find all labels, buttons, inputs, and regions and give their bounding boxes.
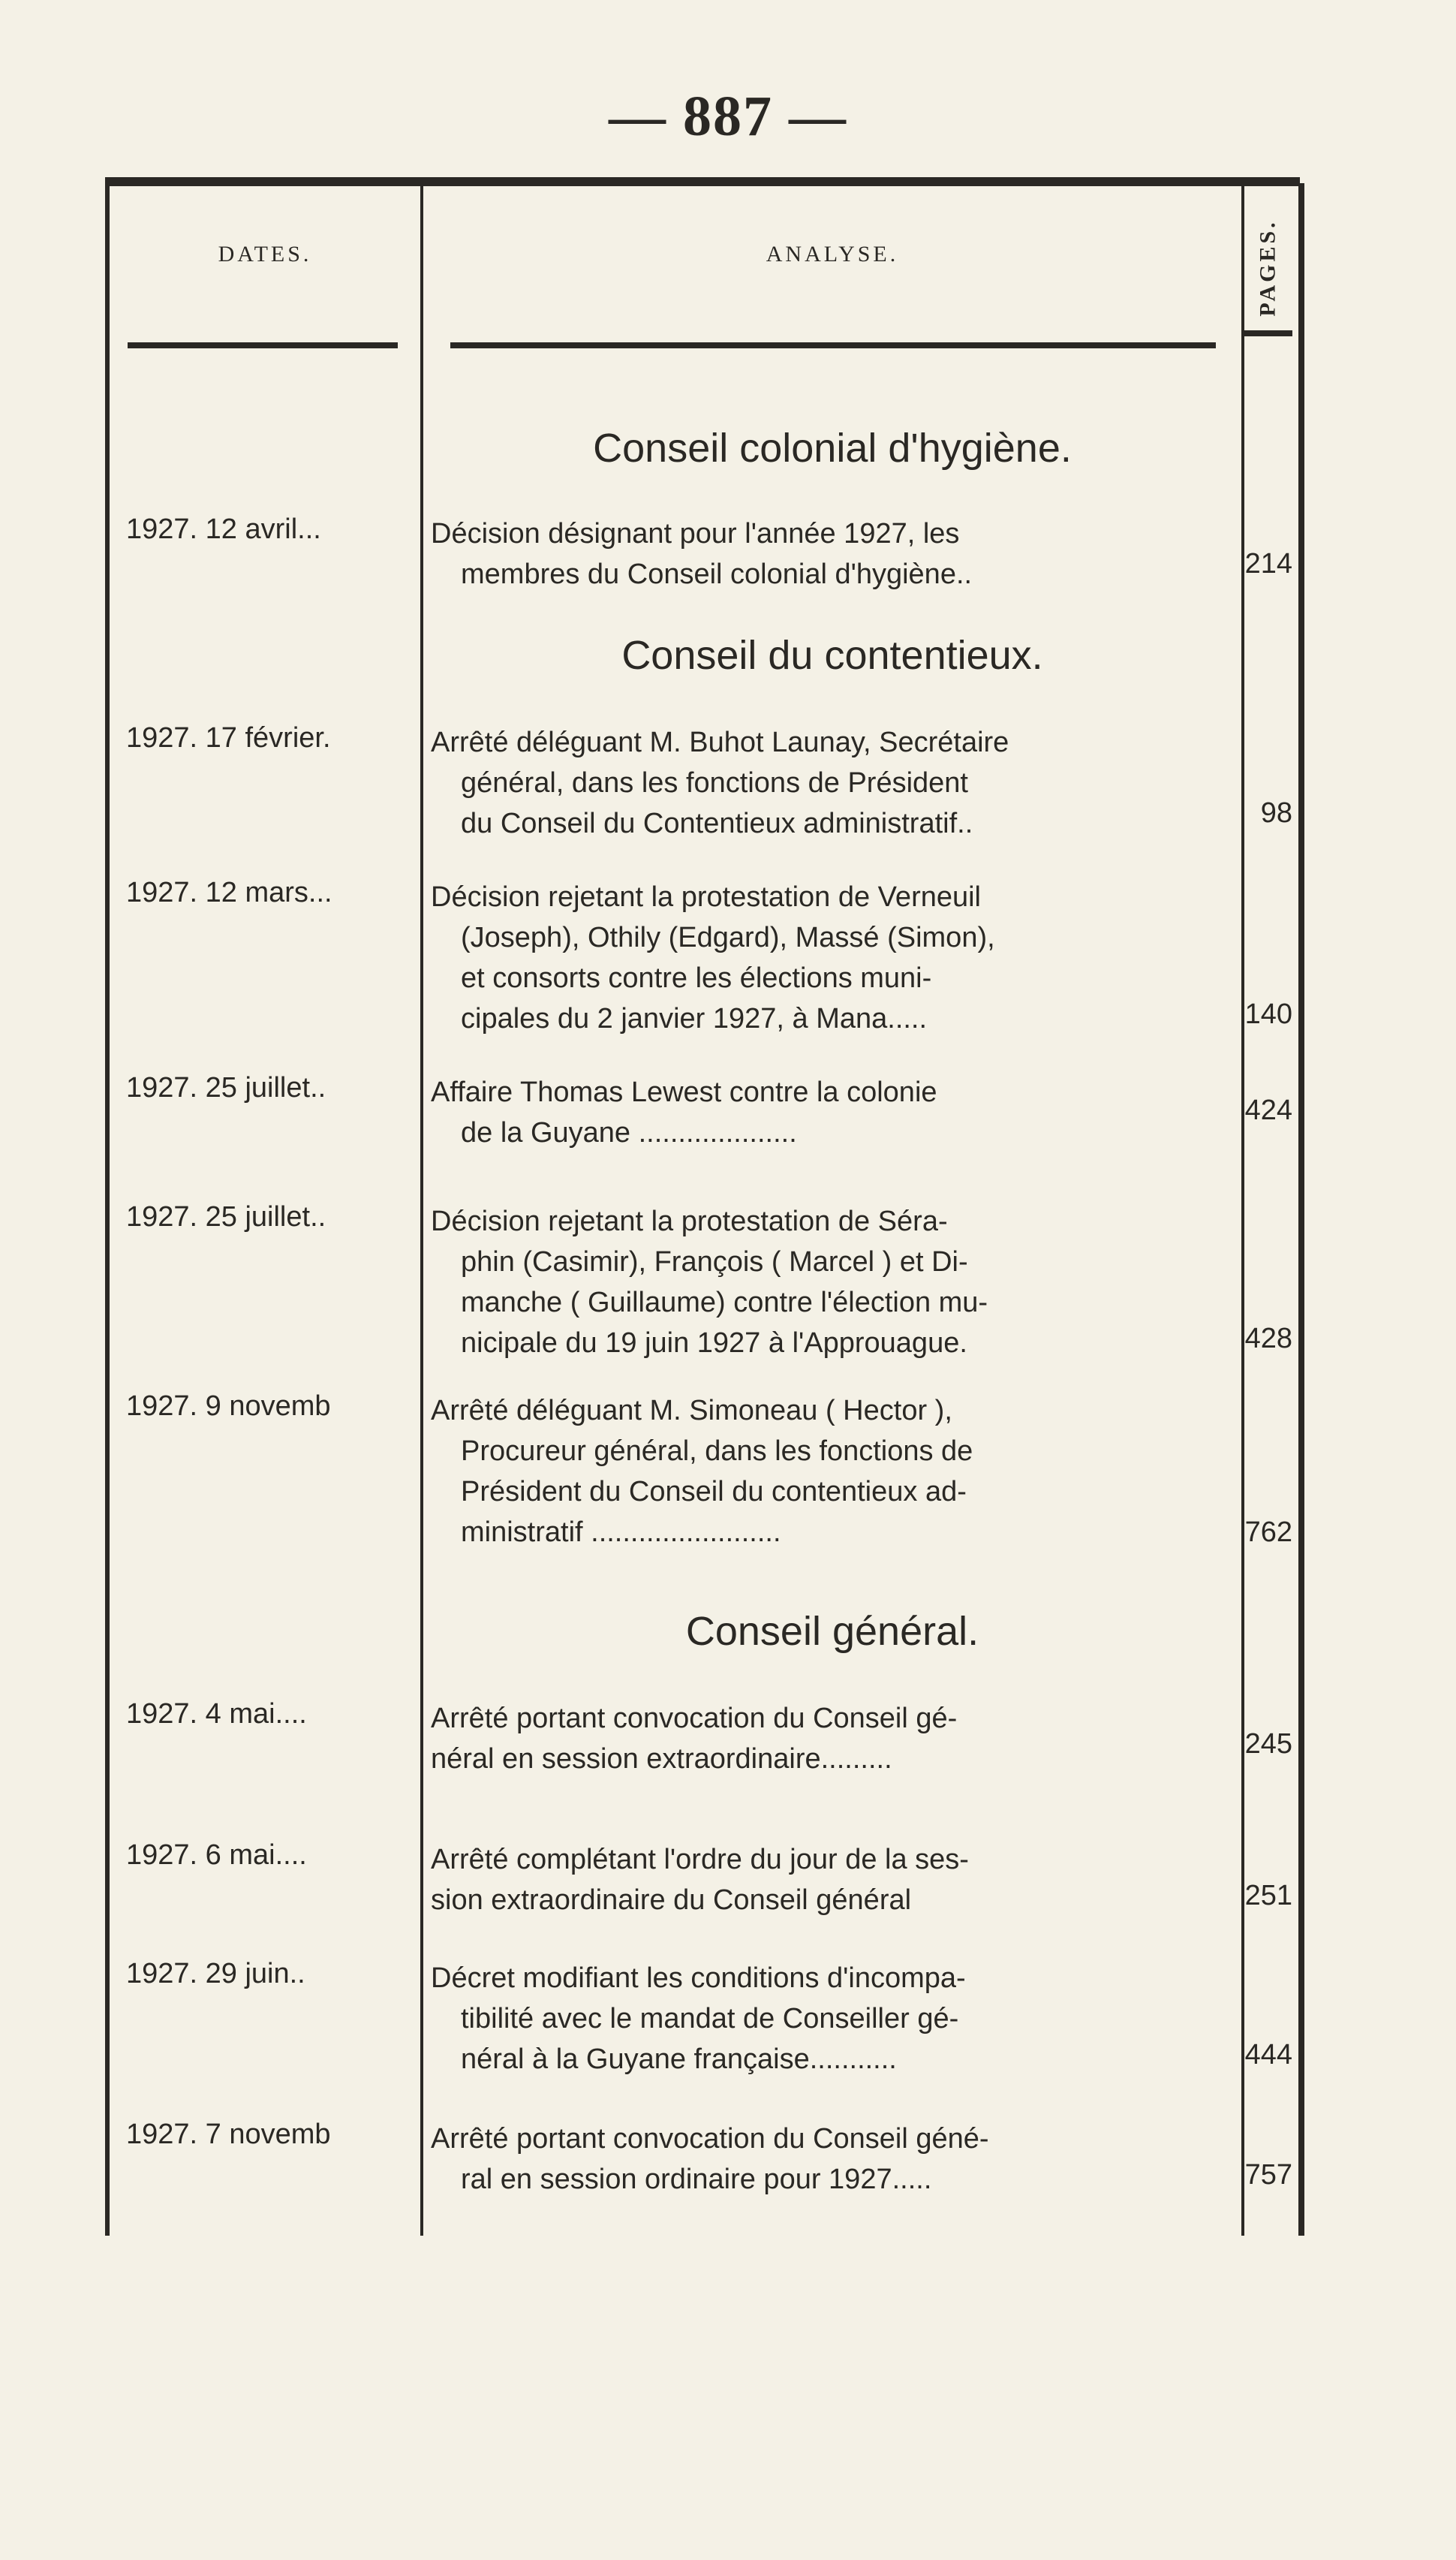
entry-date: 1927. 9 novemb	[126, 1390, 331, 1422]
entry-page: 140	[1244, 998, 1292, 1030]
column-divider-pages	[1241, 183, 1244, 2236]
section-title: Conseil colonial d'hygiène.	[593, 426, 1072, 471]
section-title: Conseil général.	[685, 1609, 979, 1654]
column-header-analyse: ANALYSE.	[766, 242, 899, 267]
entry-date: 1927. 4 mai....	[126, 1698, 307, 1730]
entry-page: 762	[1244, 1516, 1292, 1548]
column-header-pages: PAGES.	[1256, 219, 1281, 317]
entry-analysis: Affaire Thomas Lewest contre la colonie de la Guyane ....................	[431, 1077, 937, 1149]
column-header-dates: DATES.	[218, 242, 312, 267]
entry-page: 214	[1244, 548, 1292, 580]
entry-analysis: Arrêté portant convocation du Conseil gé- néral en session extraordinaire.........	[431, 1703, 958, 1775]
entry-page: 428	[1244, 1323, 1292, 1354]
entry-date: 1927. 6 mai....	[126, 1839, 307, 1871]
entry-page: 98	[1260, 797, 1292, 829]
entry-analysis: Décision désignant pour l'année 1927, les membres du Conseil colonial d'hygiène..	[431, 518, 973, 590]
entry-date: 1927. 12 avril...	[126, 514, 321, 545]
entry-date: 1927. 7 novemb	[126, 2119, 331, 2150]
entry-analysis: Arrêté déléguant M. Simoneau ( Hector ), Procureur général, dans les fonctions de Président du Conseil du contentieux ad- ministratif ........................	[431, 1395, 973, 1548]
entry-page: 757	[1244, 2159, 1292, 2191]
entry-page: 444	[1244, 2039, 1292, 2071]
section-title: Conseil du contentieux.	[621, 633, 1043, 678]
entry-analysis: Décision rejetant la protestation de Séra- phin (Casimir), François ( Marcel ) et Di- manche ( Guillaume) contre l'élection mu- nicipale du 19 juin 1927 à l'Approuague.	[431, 1206, 988, 1359]
entry-analysis: Arrêté déléguant M. Buhot Launay, Secrétaire général, dans les fonctions de Président du Conseil du Contentieux administratif..	[431, 727, 1009, 839]
entry-date: 1927. 17 février.	[126, 722, 331, 754]
entry-analysis: Décision rejetant la protestation de Verneuil (Joseph), Othily (Edgard), Massé (Simon), et consorts contre les élections muni- cipales du 2 janvier 1927, à Mana.....	[431, 881, 995, 1035]
entry-date: 1927. 25 juillet..	[126, 1201, 326, 1233]
entry-date: 1927. 29 juin..	[126, 1958, 305, 1989]
entry-page: 424	[1244, 1095, 1292, 1126]
entry-date: 1927. 25 juillet..	[126, 1072, 326, 1104]
entry-analysis: Décret modifiant les conditions d'incompa- tibilité avec le mandat de Conseiller gé- néral à la Guyane française...........	[431, 1962, 966, 2075]
header-rule-analyse	[450, 342, 1216, 348]
header-rule-dates	[128, 342, 398, 348]
entry-page: 251	[1244, 1880, 1292, 1911]
entry-page: 245	[1244, 1728, 1292, 1760]
page-number: — 887 —	[609, 85, 847, 148]
entry-date: 1927. 12 mars...	[126, 877, 332, 908]
entry-analysis: Arrêté portant convocation du Conseil géné- ral en session ordinaire pour 1927.....	[431, 2123, 989, 2195]
entry-analysis: Arrêté complétant l'ordre du jour de la ses- sion extraordinaire du Conseil général	[431, 1844, 969, 1916]
